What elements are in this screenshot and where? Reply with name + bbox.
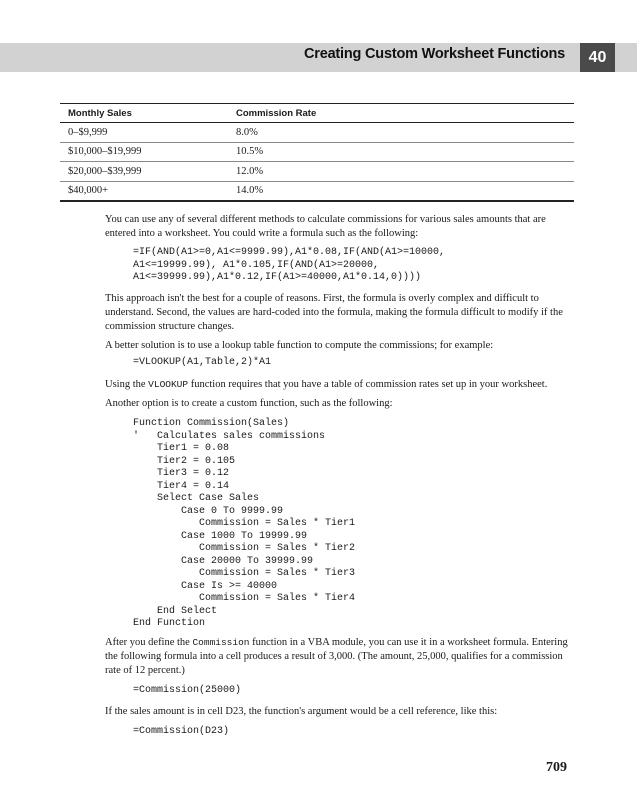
page-number: 709 bbox=[546, 760, 567, 775]
paragraph-text: Using the bbox=[105, 379, 149, 390]
table-cell-sales: $40,000+ bbox=[68, 185, 109, 197]
table-row bbox=[60, 123, 574, 143]
paragraph-intro: You can use any of several different methods to calculate commissions for various sales amounts that are entered into a worksheet. You could write a formula such as the following: bbox=[105, 214, 546, 239]
inline-code-vlookup: VLOOKUP bbox=[148, 379, 189, 390]
paragraph-text: After you define the bbox=[105, 637, 193, 648]
code-vlookup-formula: =VLOOKUP(A1,Table,2)*A1 bbox=[133, 357, 272, 368]
code-commission-function: Function Commission(Sales) ' Calculates sales commissions Tier1 = 0.08 Tier2 = 0.105 Tier3 = 0.12 Tier4 = 0.14 Select Case Sales Case 0 To 9999.99 Commission = Sales * Tier1 Case 1000 To 19999.99 Commission = Sales * Tier2 Case 20000 To 39999.99 Commission = Sales * Tier3 Case Is >= 40000 Commission = Sales * Tier4 End Select End Function bbox=[133, 418, 356, 629]
chapter-number-tab: 40 bbox=[580, 43, 615, 72]
paragraph-vlookup-note bbox=[105, 378, 575, 392]
table-cell-sales: 0–$9,999 bbox=[60, 123, 228, 143]
column-header-monthly-sales: Monthly Sales bbox=[60, 104, 228, 123]
column-header-commission-rate: Commission Rate bbox=[228, 104, 574, 123]
table-row bbox=[60, 181, 574, 201]
commission-rate-table bbox=[60, 103, 574, 202]
paragraph-cell-reference: If the sales amount is in cell D23, the function's argument would be a cell reference, like this: bbox=[105, 706, 498, 717]
table-row bbox=[60, 162, 574, 182]
table-cell-rate: 8.0% bbox=[228, 123, 574, 143]
table-row bbox=[60, 142, 574, 162]
paragraph-lookup: A better solution is to use a lookup table function to compute the commissions; for example: bbox=[105, 340, 494, 351]
paragraph-text: function in a VBA module, you can use it in a worksheet formula. Entering the following formula into a cell produces a result of 3,000. (The amount, 25,000, qualifies for a commission rate of 12 percent.) bbox=[105, 637, 568, 676]
table-cell-rate: 10.5% bbox=[228, 142, 574, 162]
table-cell-sales: $10,000–$19,999 bbox=[60, 142, 228, 162]
code-nested-if-formula: =IF(AND(A1>=0,A1<=9999.99),A1*0.08,IF(AND(A1>=10000, A1<=19999.99), A1*0.105,IF(AND(A1>=20000, A1<=39999.99),A1*0.12,IF(A1>=40000,A1*0.14,0)))) bbox=[133, 247, 446, 283]
running-header-title: Creating Custom Worksheet Functions bbox=[303, 46, 565, 62]
code-commission-literal: =Commission(25000) bbox=[133, 685, 242, 696]
paragraph-text: function requires that you have a table of commission rates set up in your worksheet. bbox=[188, 379, 548, 390]
inline-code-commission: Commission bbox=[192, 637, 250, 648]
table-cell-rate: 14.0% bbox=[236, 185, 264, 197]
paragraph-drawbacks: This approach isn't the best for a couple of reasons. First, the formula is overly complex and difficult to understand. Second, the values are hard-coded into the formula, making the formula difficult to modify if the commission structure changes. bbox=[105, 293, 563, 332]
paragraph-custom-function: Another option is to create a custom function, such as the following: bbox=[105, 398, 393, 409]
code-commission-cell-reference: =Commission(D23) bbox=[133, 726, 230, 737]
table-cell-rate: 12.0% bbox=[228, 162, 574, 182]
paragraph-usage bbox=[105, 636, 575, 678]
table-cell-sales: $20,000–$39,999 bbox=[60, 162, 228, 182]
table-header-row bbox=[60, 104, 574, 123]
